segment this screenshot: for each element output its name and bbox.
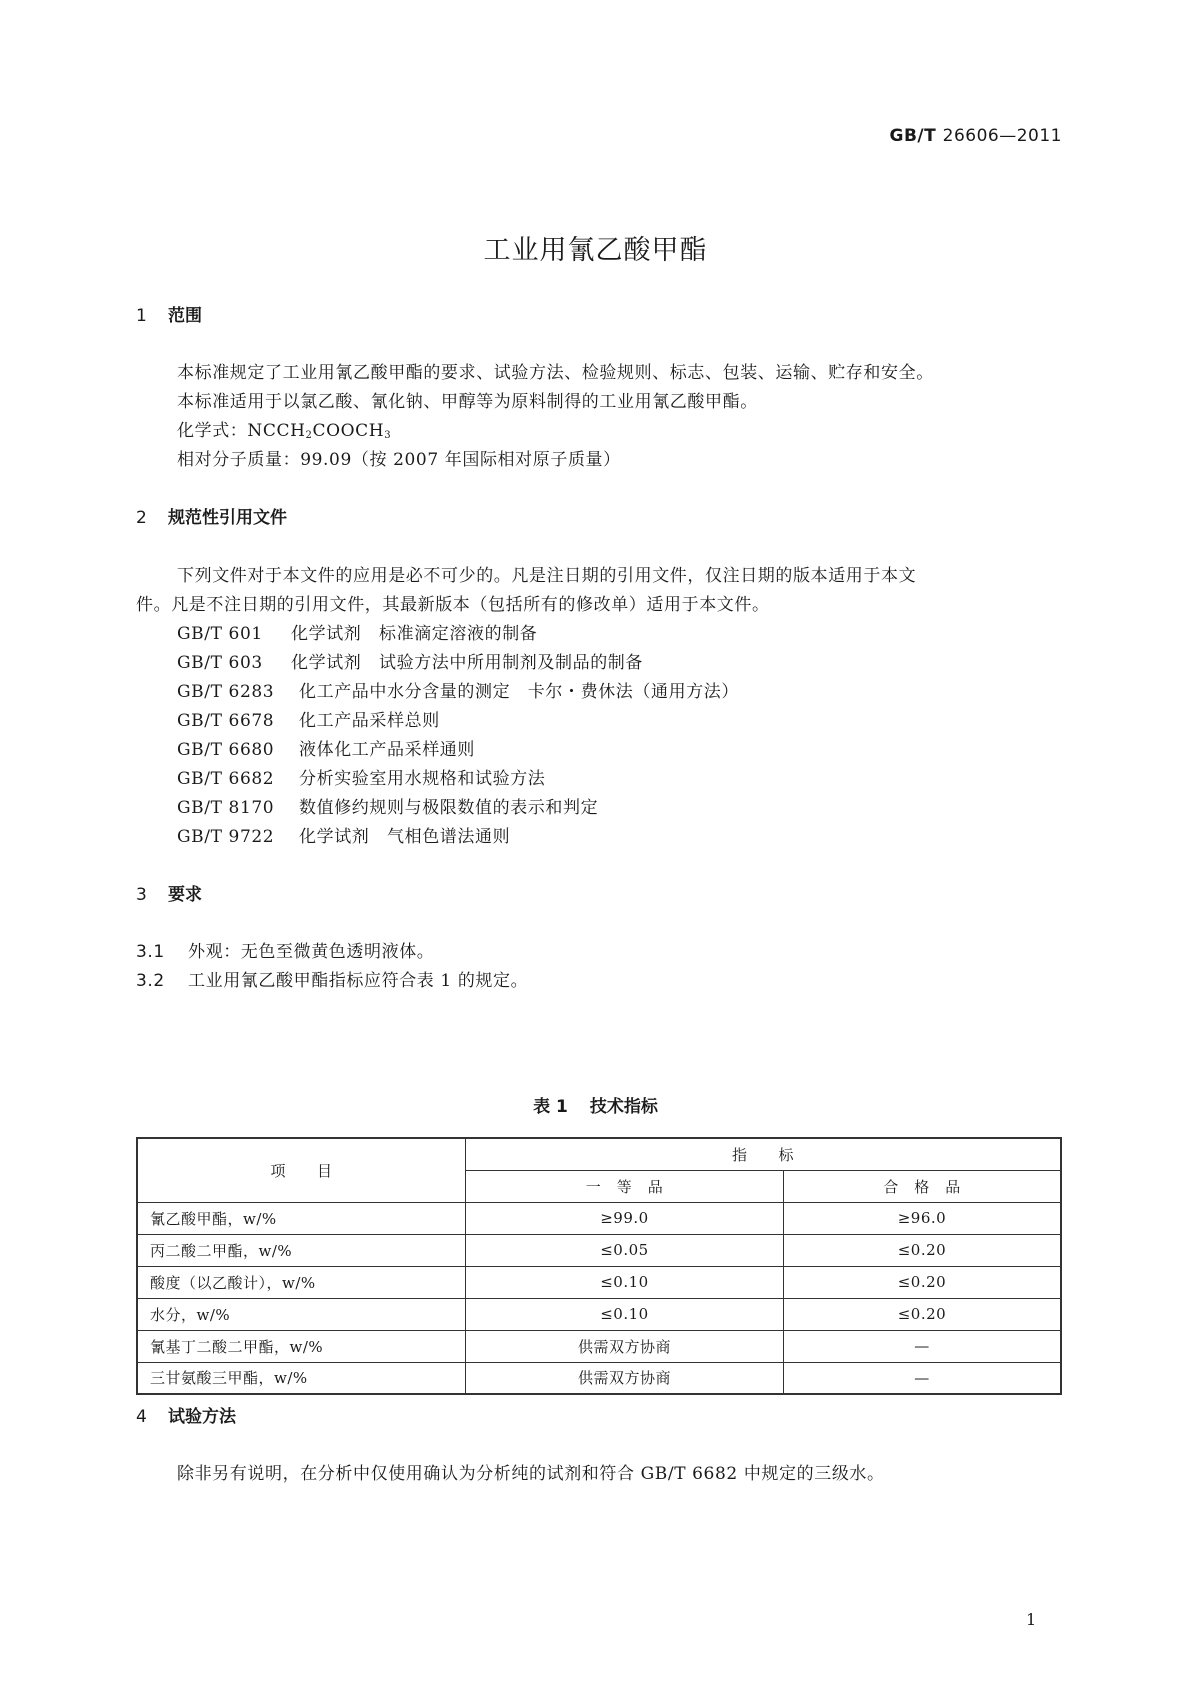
section-1-heading bbox=[136, 301, 202, 326]
reference-code: GB/T 9722 bbox=[177, 827, 275, 847]
reference-title: 化工产品中水分含量的测定 卡尔・费休法（通用方法） bbox=[299, 682, 739, 702]
row-grade-qualified: — bbox=[783, 1362, 1061, 1394]
normative-intro-line-1: 下列文件对于本文件的应用是必不可少的。凡是注日期的引用文件，仅注日期的版本适用于本文 bbox=[177, 566, 917, 586]
section-3-heading bbox=[136, 880, 202, 905]
section-number: 4 bbox=[136, 1407, 147, 1427]
reference-title: 数值修约规则与极限数值的表示和判定 bbox=[299, 798, 599, 818]
row-grade-first: ≤0.05 bbox=[466, 1234, 784, 1266]
header-grade-qualified: 合 格 品 bbox=[783, 1170, 1061, 1202]
reference-item bbox=[177, 735, 475, 760]
table-row bbox=[137, 1330, 1061, 1362]
section-number: 1 bbox=[136, 306, 147, 326]
row-item: 三甘氨酸三甲酯，w/% bbox=[137, 1362, 466, 1394]
section-4-heading bbox=[136, 1402, 236, 1427]
chemical-formula bbox=[177, 416, 391, 441]
section-title: 范围 bbox=[168, 306, 202, 326]
row-grade-qualified: — bbox=[783, 1330, 1061, 1362]
row-grade-first: ≤0.10 bbox=[466, 1298, 784, 1330]
reference-title: 液体化工产品采样通则 bbox=[299, 740, 475, 760]
molecular-mass: 相对分子质量：99.09（按 2007 年国际相对原子质量） bbox=[177, 450, 621, 470]
clause-text: 外观：无色至微黄色透明液体。 bbox=[188, 942, 435, 962]
reference-item bbox=[177, 619, 537, 644]
reference-title: 化学试剂 试验方法中所用制剂及制品的制备 bbox=[291, 653, 643, 673]
reference-code: GB/T 601 bbox=[177, 624, 263, 644]
clause-text: 工业用氰乙酸甲酯指标应符合表 1 的规定。 bbox=[188, 971, 529, 991]
reference-code: GB/T 8170 bbox=[177, 798, 275, 818]
formula-subscript-1: 2 bbox=[305, 430, 313, 441]
section-title: 要求 bbox=[168, 885, 202, 905]
row-item: 氰基丁二酸二甲酯，w/% bbox=[137, 1330, 466, 1362]
table-header-row bbox=[137, 1138, 1061, 1170]
row-grade-first: ≤0.10 bbox=[466, 1266, 784, 1298]
section-2-heading bbox=[136, 503, 287, 528]
test-methods-intro: 除非另有说明，在分析中仅使用确认为分析纯的试剂和符合 GB/T 6682 中规定的三级水。 bbox=[177, 1464, 885, 1484]
row-grade-first: ≥99.0 bbox=[466, 1202, 784, 1234]
clause-3-2 bbox=[136, 966, 528, 991]
row-item: 水分，w/% bbox=[137, 1298, 466, 1330]
table-row bbox=[137, 1266, 1061, 1298]
section-number: 3 bbox=[136, 885, 147, 905]
row-item: 丙二酸二甲酯，w/% bbox=[137, 1234, 466, 1266]
table-number: 表 1 bbox=[533, 1097, 568, 1117]
scope-paragraph-1: 本标准规定了工业用氰乙酸甲酯的要求、试验方法、检验规则、标志、包装、运输、贮存和安全。 bbox=[177, 363, 934, 383]
reference-item bbox=[177, 764, 545, 789]
clause-number: 3.1 bbox=[136, 942, 165, 962]
standard-number bbox=[0, 126, 1062, 146]
formula-subscript-2: 3 bbox=[384, 430, 392, 441]
row-grade-first: 供需双方协商 bbox=[466, 1362, 784, 1394]
table-row bbox=[137, 1362, 1061, 1394]
formula-part-a: NCCH bbox=[247, 421, 306, 441]
reference-code: GB/T 603 bbox=[177, 653, 263, 673]
row-item: 酸度（以乙酸计），w/% bbox=[137, 1266, 466, 1298]
row-grade-qualified: ≤0.20 bbox=[783, 1234, 1061, 1266]
header-item: 项 目 bbox=[137, 1138, 466, 1202]
reference-item bbox=[177, 648, 643, 673]
row-item: 氰乙酸甲酯，w/% bbox=[137, 1202, 466, 1234]
reference-code: GB/T 6678 bbox=[177, 711, 275, 731]
normative-intro-line-2: 件。凡是不注日期的引用文件，其最新版本（包括所有的修改单）适用于本文件。 bbox=[136, 595, 770, 615]
document-title: 工业用氰乙酸甲酯 bbox=[483, 235, 708, 266]
scope-paragraph-2: 本标准适用于以氯乙酸、氰化钠、甲醇等为原料制得的工业用氰乙酸甲酯。 bbox=[177, 392, 758, 412]
table-caption-text: 技术指标 bbox=[589, 1097, 658, 1117]
reference-title: 分析实验室用水规格和试验方法 bbox=[299, 769, 546, 789]
row-grade-qualified: ≤0.20 bbox=[783, 1298, 1061, 1330]
standard-number-value: 26606—2011 bbox=[942, 126, 1062, 146]
reference-title: 化工产品采样总则 bbox=[299, 711, 440, 731]
reference-code: GB/T 6682 bbox=[177, 769, 275, 789]
formula-part-b: COOCH bbox=[312, 421, 385, 441]
row-grade-qualified: ≤0.20 bbox=[783, 1266, 1061, 1298]
reference-title: 化学试剂 气相色谱法通则 bbox=[299, 827, 511, 847]
clause-3-1 bbox=[136, 937, 434, 962]
reference-item bbox=[177, 822, 510, 847]
table-row bbox=[137, 1298, 1061, 1330]
header-index: 指 标 bbox=[466, 1138, 1062, 1170]
reference-item bbox=[177, 677, 739, 702]
header-grade-first: 一 等 品 bbox=[466, 1170, 784, 1202]
table-caption bbox=[0, 1092, 1191, 1117]
row-grade-first: 供需双方协商 bbox=[466, 1330, 784, 1362]
table-row bbox=[137, 1202, 1061, 1234]
technical-specification-table bbox=[136, 1137, 1062, 1395]
section-number: 2 bbox=[136, 508, 147, 528]
reference-code: GB/T 6680 bbox=[177, 740, 275, 760]
reference-item bbox=[177, 793, 598, 818]
clause-number: 3.2 bbox=[136, 971, 165, 991]
formula-label: 化学式： bbox=[177, 421, 248, 441]
page-number: 1 bbox=[1026, 1610, 1037, 1629]
table-row bbox=[137, 1234, 1061, 1266]
reference-item bbox=[177, 706, 440, 731]
section-title: 试验方法 bbox=[168, 1407, 236, 1427]
section-title: 规范性引用文件 bbox=[168, 508, 287, 528]
reference-title: 化学试剂 标准滴定溶液的制备 bbox=[291, 624, 538, 644]
reference-code: GB/T 6283 bbox=[177, 682, 275, 702]
row-grade-qualified: ≥96.0 bbox=[783, 1202, 1061, 1234]
standard-prefix: GB/T bbox=[889, 126, 937, 146]
